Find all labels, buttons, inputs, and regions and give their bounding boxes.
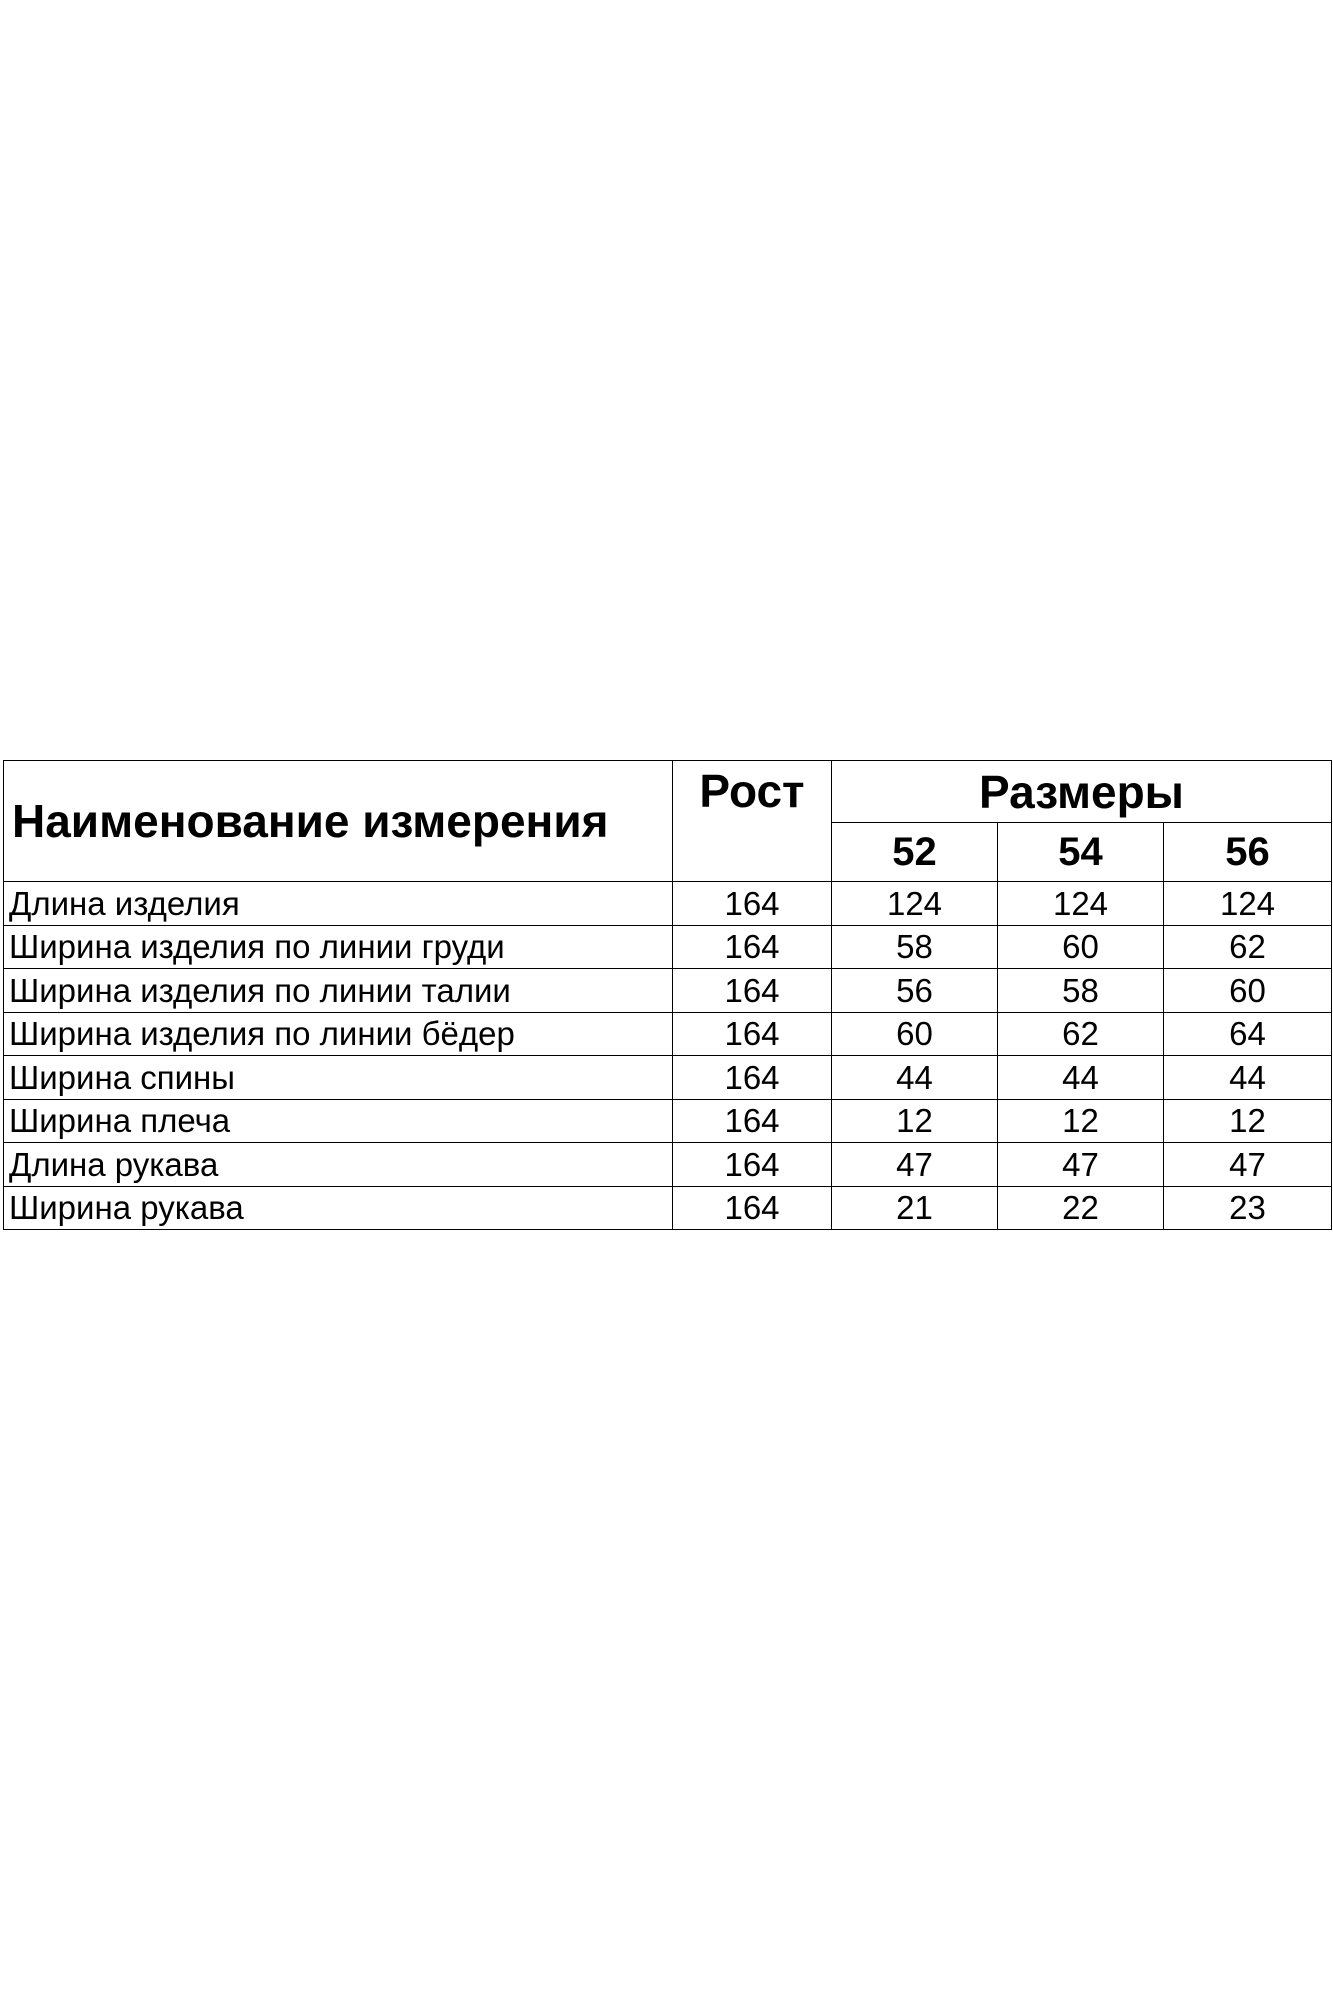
table-row <box>4 1186 1332 1230</box>
size-value: 62 <box>998 1012 1164 1056</box>
header-sizes: Размеры <box>832 761 1332 823</box>
height-value: 164 <box>673 925 832 969</box>
size-chart-table <box>3 760 1332 1230</box>
measurement-name: Ширина изделия по линии талии <box>4 969 673 1013</box>
table-row <box>4 1143 1332 1187</box>
height-value: 164 <box>673 969 832 1013</box>
header-measurement-name: Наименование измерения <box>4 761 673 882</box>
measurement-name: Ширина рукава <box>4 1186 673 1230</box>
size-label: 52 <box>832 823 998 882</box>
size-value: 22 <box>998 1186 1164 1230</box>
size-value: 47 <box>1164 1143 1332 1187</box>
size-value: 44 <box>998 1056 1164 1100</box>
height-value: 164 <box>673 1012 832 1056</box>
header-height <box>673 761 832 882</box>
measurement-name: Ширина изделия по линии бёдер <box>4 1012 673 1056</box>
size-value: 12 <box>1164 1099 1332 1143</box>
measurement-name: Ширина изделия по линии груди <box>4 925 673 969</box>
size-value: 62 <box>1164 925 1332 969</box>
size-value: 60 <box>1164 969 1332 1013</box>
header-row <box>4 761 1332 823</box>
size-value: 12 <box>998 1099 1164 1143</box>
table-row <box>4 1056 1332 1100</box>
measurement-name: Ширина плеча <box>4 1099 673 1143</box>
measurement-name: Длина изделия <box>4 882 673 926</box>
height-value: 164 <box>673 1143 832 1187</box>
table-row <box>4 882 1332 926</box>
size-value: 44 <box>1164 1056 1332 1100</box>
table-row <box>4 925 1332 969</box>
table-row <box>4 1099 1332 1143</box>
height-value: 164 <box>673 882 832 926</box>
size-value: 23 <box>1164 1186 1332 1230</box>
size-value: 47 <box>832 1143 998 1187</box>
size-value: 58 <box>832 925 998 969</box>
size-value: 44 <box>832 1056 998 1100</box>
table-row <box>4 969 1332 1013</box>
size-value: 60 <box>832 1012 998 1056</box>
size-value: 47 <box>998 1143 1164 1187</box>
size-value: 12 <box>832 1099 998 1143</box>
height-value: 164 <box>673 1099 832 1143</box>
size-value: 124 <box>1164 882 1332 926</box>
header-height-label: Рост <box>699 765 805 817</box>
size-value: 56 <box>832 969 998 1013</box>
size-label: 56 <box>1164 823 1332 882</box>
size-value: 124 <box>832 882 998 926</box>
size-value: 58 <box>998 969 1164 1013</box>
size-value: 21 <box>832 1186 998 1230</box>
size-value: 64 <box>1164 1012 1332 1056</box>
size-label: 54 <box>998 823 1164 882</box>
measurement-name: Длина рукава <box>4 1143 673 1187</box>
height-value: 164 <box>673 1056 832 1100</box>
measurement-name: Ширина спины <box>4 1056 673 1100</box>
table-row <box>4 1012 1332 1056</box>
size-value: 60 <box>998 925 1164 969</box>
size-value: 124 <box>998 882 1164 926</box>
height-value: 164 <box>673 1186 832 1230</box>
